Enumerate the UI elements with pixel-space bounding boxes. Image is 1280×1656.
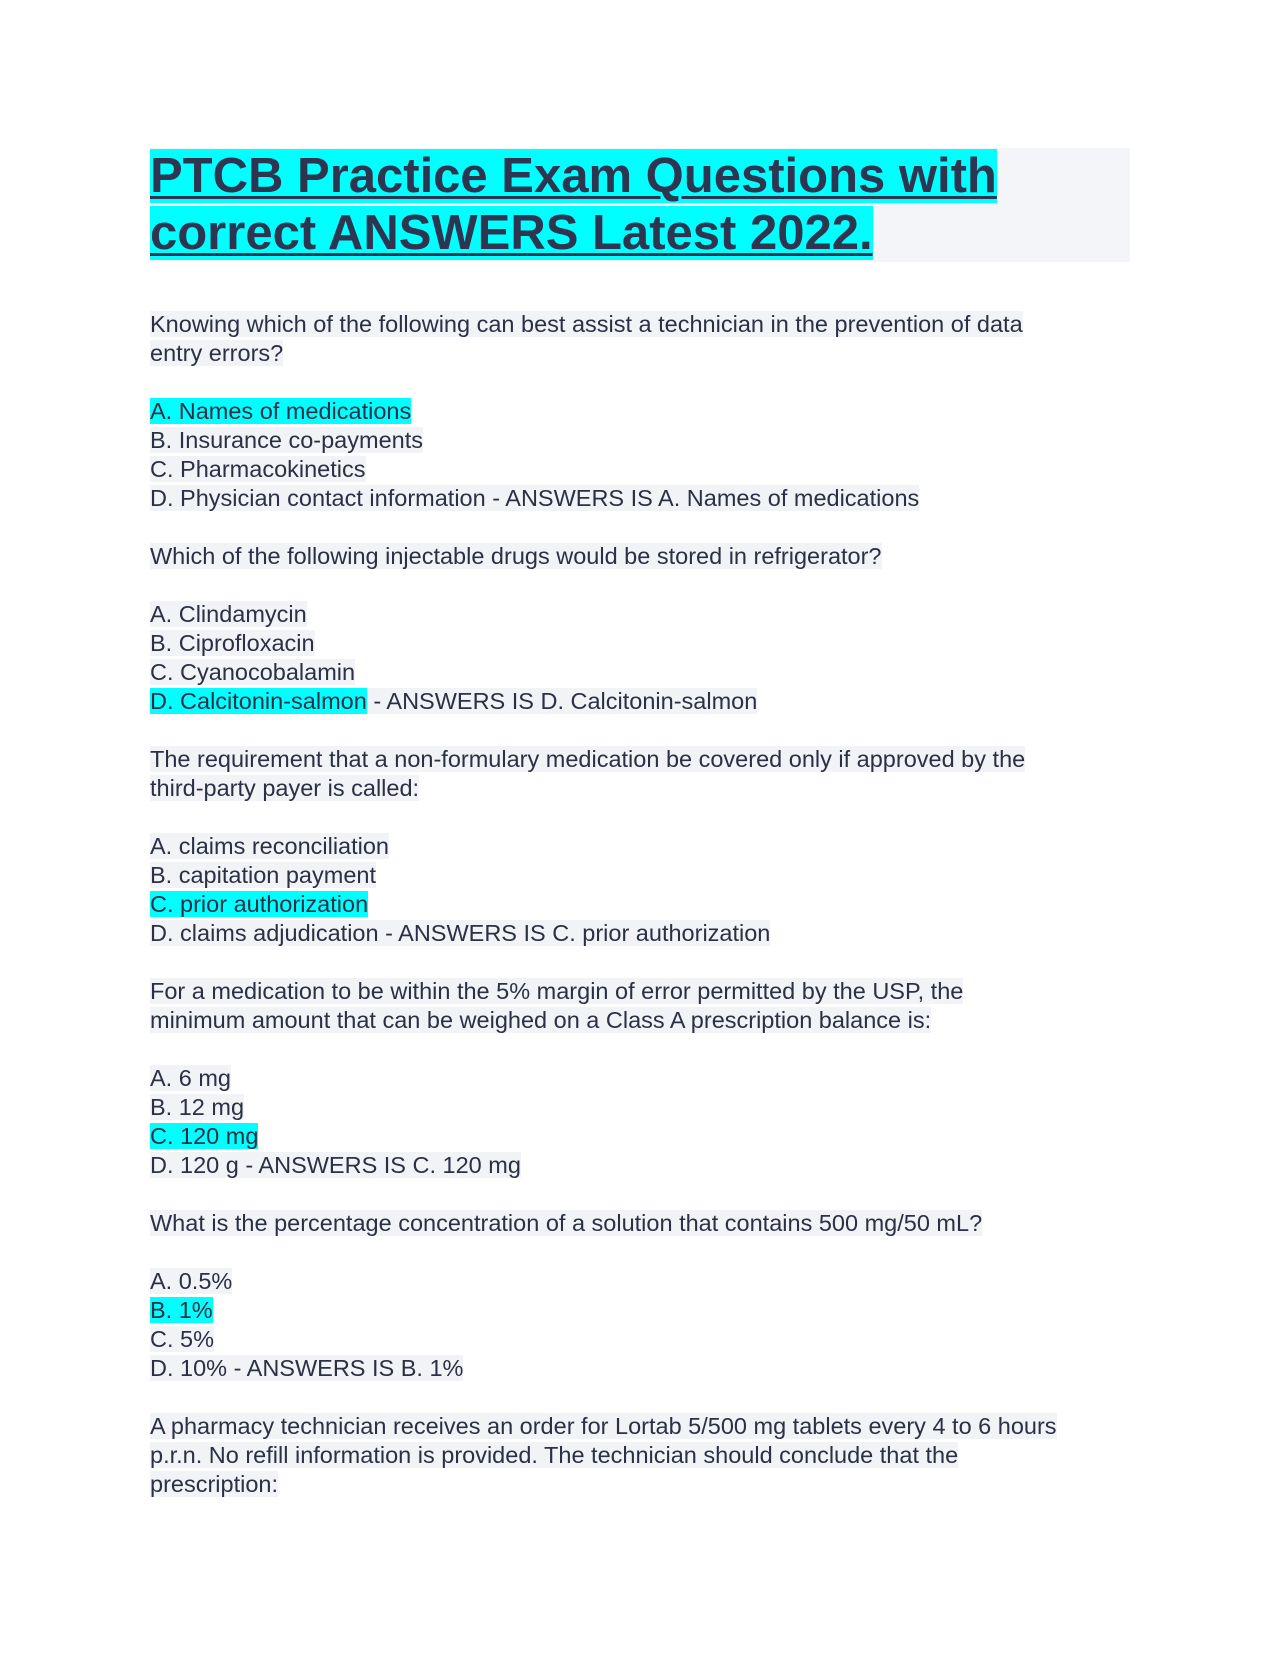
question-text-line — [150, 745, 1130, 774]
answer-option — [150, 1325, 1130, 1354]
answer-option-text: A. 0.5% — [150, 1268, 233, 1294]
answer-option — [150, 1354, 1130, 1383]
question-text-line — [150, 310, 1130, 339]
correct-answer-highlight: D. Calcitonin-salmon — [150, 688, 367, 714]
answer-option-text: C. 5% — [150, 1326, 214, 1352]
answer-option — [150, 861, 1130, 890]
answer-option — [150, 629, 1130, 658]
answer-option — [150, 600, 1130, 629]
answer-option-text: A. claims reconciliation — [150, 833, 390, 859]
question-text: prescription: — [150, 1471, 278, 1497]
question-text: For a medication to be within the 5% margin of error permitted by the USP, the — [150, 978, 964, 1004]
question-text-line — [150, 1470, 1130, 1499]
question-text: What is the percentage concentration of a solution that contains 500 mg/50 mL? — [150, 1210, 983, 1236]
question-block — [150, 977, 1130, 1209]
page-title — [150, 148, 1130, 262]
answer-option — [150, 832, 1130, 861]
question-text-line — [150, 542, 1130, 571]
answer-option-text: B. Insurance co-payments — [150, 427, 423, 453]
answer-option — [150, 1093, 1130, 1122]
answer-option-text: B. capitation payment — [150, 862, 376, 888]
answer-option-text: B. Ciprofloxacin — [150, 630, 315, 656]
answer-option — [150, 1267, 1130, 1296]
answer-option — [150, 1296, 1130, 1325]
answer-option — [150, 397, 1130, 426]
question-text: Knowing which of the following can best assist a technician in the prevention of data — [150, 311, 1023, 337]
question-block — [150, 1412, 1130, 1499]
question-block — [150, 1209, 1130, 1412]
answer-option — [150, 484, 1130, 513]
answer-option — [150, 890, 1130, 919]
correct-answer-highlight: B. 1% — [150, 1297, 213, 1323]
question-text: The requirement that a non-formulary medication be covered only if approved by the — [150, 746, 1026, 772]
answer-option — [150, 658, 1130, 687]
answer-option — [150, 919, 1130, 948]
title-block — [150, 148, 1130, 262]
question-block — [150, 745, 1130, 977]
question-text: p.r.n. No refill information is provided. The technician should conclude that the — [150, 1442, 959, 1468]
answer-option-text: D. claims adjudication - ANSWERS IS C. prior authorization — [150, 920, 771, 946]
answer-option — [150, 1122, 1130, 1151]
document-page — [150, 148, 1130, 1499]
question-block — [150, 542, 1130, 745]
correct-answer-highlight: C. 120 mg — [150, 1123, 259, 1149]
question-text: minimum amount that can be weighed on a Class A prescription balance is: — [150, 1007, 932, 1033]
answer-option-text: A. 6 mg — [150, 1065, 231, 1091]
answer-option — [150, 1151, 1130, 1180]
correct-answer-highlight: C. prior authorization — [150, 891, 369, 917]
question-block — [150, 310, 1130, 542]
question-text: A pharmacy technician receives an order for Lortab 5/500 mg tablets every 4 to 6 hours — [150, 1413, 1057, 1439]
answer-option-text: A. Clindamycin — [150, 601, 307, 627]
answer-option-text: D. Physician contact information - ANSWERS IS A. Names of medications — [150, 485, 920, 511]
answer-option-text: C. Pharmacokinetics — [150, 456, 366, 482]
question-text: third-party payer is called: — [150, 775, 420, 801]
question-text-line — [150, 1441, 1130, 1470]
title-line-2: correct ANSWERS Latest 2022. — [150, 206, 873, 260]
questions-list — [150, 310, 1130, 1499]
answer-option-text: B. 12 mg — [150, 1094, 245, 1120]
question-text-line — [150, 977, 1130, 1006]
question-text: Which of the following injectable drugs would be stored in refrigerator? — [150, 543, 882, 569]
title-line-1: PTCB Practice Exam Questions with — [150, 149, 997, 203]
answer-option — [150, 1064, 1130, 1093]
question-text-line — [150, 339, 1130, 368]
answer-option — [150, 426, 1130, 455]
answer-option — [150, 687, 1130, 716]
question-text-line — [150, 1209, 1130, 1238]
answer-option-text: D. 10% - ANSWERS IS B. 1% — [150, 1355, 464, 1381]
correct-answer-highlight: A. Names of medications — [150, 398, 412, 424]
answer-option — [150, 455, 1130, 484]
answer-key-text: - ANSWERS IS D. Calcitonin-salmon — [366, 688, 758, 714]
answer-option-text: D. 120 g - ANSWERS IS C. 120 mg — [150, 1152, 521, 1178]
question-text: entry errors? — [150, 340, 284, 366]
question-text-line — [150, 1412, 1130, 1441]
question-text-line — [150, 1006, 1130, 1035]
question-text-line — [150, 774, 1130, 803]
answer-option-text: C. Cyanocobalamin — [150, 659, 356, 685]
